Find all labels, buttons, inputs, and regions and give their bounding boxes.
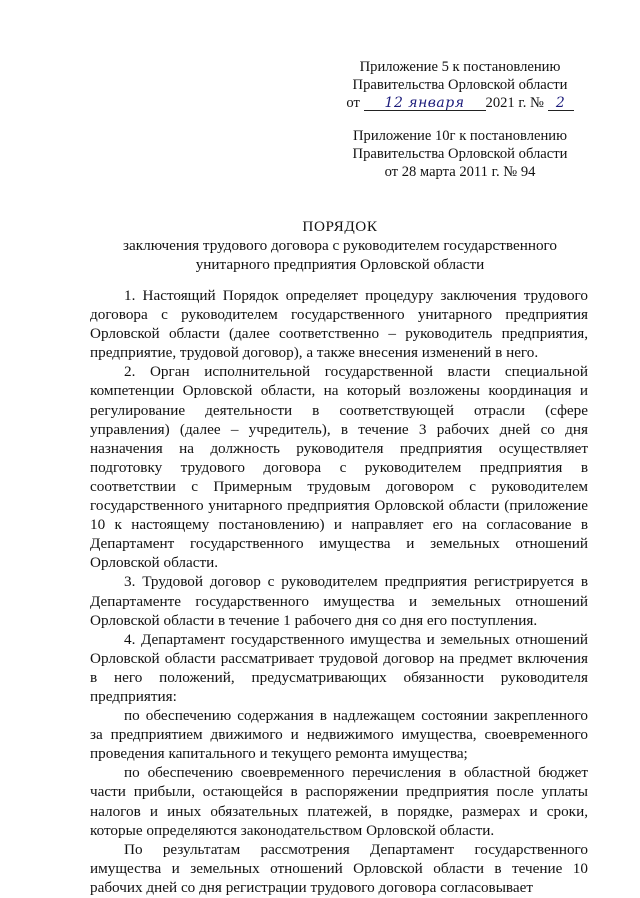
paragraph-2: 2. Орган исполнительной государственной власти специальной компетенции Орловской области, на который возложены координация и регулирование деятельности в соответствующей отрасли (сфере управления) (далее – учредитель), в течение 3 рабочих дней со дня назначения на должность руководителя предприятия осуществляет подготовку трудового договора с руководителем предприятия в соответствии с Примерным трудовым договором с руководителем государственного унитарного предприятия Орловской области (приложение 10 к настоящему постановлению) и направляет его на согласование в Департамент государственного имущества и земельных отношений Орловской области. (90, 363, 588, 572)
paragraph-4: 4. Департамент государственного имущества и земельных отношений Орловской области рассматривает трудовой договор на предмет включения в него положений, предусматривающих обязанности руководителя предприятия: (90, 630, 588, 705)
title-subtitle-line2: унитарного предприятия Орловской области (195, 256, 485, 273)
paragraph-1: 1. Настоящий Порядок определяет процедуру заключения трудового договора с руководителем государственного унитарного предприятия Орловской области (далее соответственно – руководитель предприятия, предприятие, трудовой договор), а также внесения изменений в него. (90, 287, 588, 362)
appendix-10g-line1: Приложение 10г к постановлению (352, 128, 567, 144)
appendix-5-header (330, 58, 590, 112)
title-subtitle-line1: заключения трудового договора с руководителем государственного (123, 237, 557, 254)
title-heading: ПОРЯДОК (302, 218, 378, 235)
paragraph-4-item-2: по обеспечению своевременного перечисления в областной бюджет части прибыли, остающейся в распоряжении предприятия после уплаты налогов и иных обязательных платежей, в порядке, размерах и сроки, которые определяются законодательством Орловской области. (90, 764, 588, 839)
handwritten-date-text: 12 января (384, 95, 465, 111)
handwritten-number (548, 96, 574, 111)
appendix-10g-header (330, 127, 590, 181)
year-text: 2021 г. № (485, 95, 544, 111)
handwritten-number-text: 2 (555, 95, 566, 111)
paragraph-3: 3. Трудовой договор с руководителем предприятия регистрируется в Департаменте государственного имущества и земельных отношений Орловской области в течение 1 рабочего дня со дня его поступления. (90, 573, 588, 629)
appendix-5-line2: Правительства Орловской области (352, 77, 568, 93)
paragraph-4-item-1: по обеспечению содержания в надлежащем состоянии закрепленного за предприятием движимого и недвижимого имущества, своевременного проведения капитального и текущего ремонта имущества; (90, 707, 588, 763)
appendix-10g-line3: от 28 марта 2011 г. № 94 (384, 164, 536, 180)
from-label: от (346, 95, 360, 111)
document-title (90, 217, 590, 274)
document-body (90, 286, 588, 897)
paragraph-review-results: По результатам рассмотрения Департамент государственного имущества и земельных отношений Орловской области в течение 10 рабочих дней со дня регистрации трудового договора согласовывает (90, 840, 588, 896)
appendix-5-line1: Приложение 5 к постановлению (359, 59, 561, 75)
appendix-10g-line2: Правительства Орловской области (352, 146, 568, 162)
appendix-5-date-line (330, 94, 590, 112)
handwritten-date (364, 96, 486, 111)
